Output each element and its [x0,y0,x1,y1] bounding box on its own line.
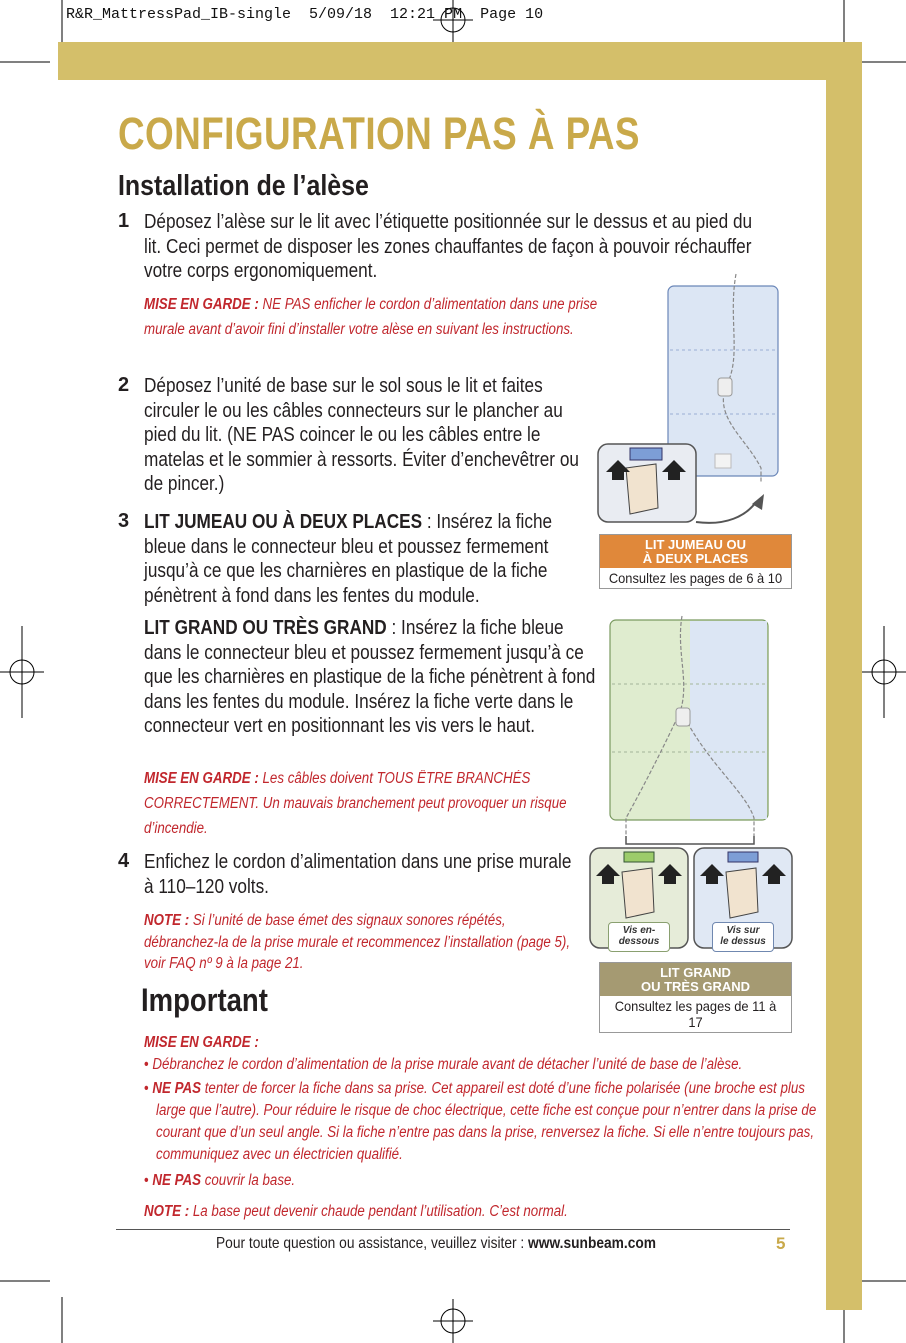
hand-illustration [626,464,658,514]
figure-twin-bed [596,268,796,530]
section-heading: Installation de l’alèse [118,170,369,202]
caption-twin [599,534,792,589]
step-3-label: LIT JUMEAU OU À DEUX PLACES [144,511,423,533]
step-3b-body: : Insérez la fiche bleue dans le connecteur bleu et poussez fermement jusqu’à ce que les charnières en plastique de la fiche pénètrent à fond dans les fentes du module. Insérez la fiche verte dans le connecteur vert en positionnant les vis vers le haut. [144,617,596,737]
step-1-text: Déposez l’alèse sur le lit avec l’étiquette positionnée sur le dessus et au pied du lit. Ceci permet de disposer les zones chauffantes de façon à pouvoir réchauffer votre corps ergonomiquement. [144,211,753,282]
step-2-text: Déposez l’unité de base sur le sol sous le lit et faites circuler le ou les câbles connecteurs sur le plancher au pied du lit. (NE PAS coincer le ou les câbles entre le matelas et le sommier à ressorts. Éviter d’enchevêtrer ou de pincer.) [144,375,579,495]
important-bullet-1: • Débranchez le cordon d’alimentation de la prise murale avant de détacher l’unité de base de l’alèse. [144,1056,743,1073]
label-screws-top [712,922,774,952]
warning-1 [144,292,622,342]
blue-connector [728,852,758,862]
bullet-label: NE PAS [152,1172,202,1189]
bullet-text: tenter de forcer la fiche dans sa prise. Cet appareil est doté d’une fiche polarisée (une broche est plus large que l’autre). Pour réduire le risque de choc électrique, cette fiche est conçue pour n’entrer dans la prise de courant que d’un seul angle. Si la fiche n’entre pas dans la prise, renversez la fiche. Si elle n’entre toujours pas, communiquez avec un électricien qualifié. [156,1080,817,1163]
caption-subtitle: Consultez les pages de 6 à 10 [608,570,783,586]
caption-subtitle: Consultez les pages de 11 à 17 [614,998,777,1030]
warning-label: MISE EN GARDE : [144,296,259,313]
cable-line [690,836,754,844]
bullet-text: Débranchez le cordon d’alimentation de la prise murale avant de détacher l’unité de base de l’alèse. [152,1056,743,1073]
page-title: CONFIGURATION PAS À PAS [118,108,640,159]
caption-line: LIT JUMEAU OU [644,537,747,552]
hand-illustration [726,868,758,918]
important-bullet-3: • NE PAS couvrir la base. [144,1172,296,1189]
step-number: 2 [118,374,130,396]
page-number: 5 [776,1234,786,1253]
caption-heading [600,963,791,996]
label-tag-illustration [715,454,731,468]
caption-heading [600,535,791,568]
step-3b-text [144,616,600,739]
step-number: 1 [118,210,130,232]
step-number: 3 [118,510,130,532]
footer-prompt: Pour toute question ou assistance, veuillez visiter : [216,1235,529,1252]
connector-illustration [718,378,732,396]
step-3b-label: LIT GRAND OU TRÈS GRAND [144,617,387,639]
blue-connector [630,448,662,460]
caption-line: OU TRÈS GRAND [640,979,751,994]
step-3-text [144,510,593,608]
important-heading: Important [141,982,268,1018]
figure-queen-bed [586,612,796,952]
footer-text [216,1235,656,1253]
important-warning-label [144,1030,259,1055]
footer-url[interactable]: www.sunbeam.com [528,1235,657,1252]
warning-2 [144,766,574,841]
step-number: 4 [118,850,130,872]
caption-queen [599,962,792,1033]
bullet-text: couvrir la base. [201,1172,296,1189]
hand-illustration [622,868,654,918]
arrow-icon [752,494,764,510]
green-connector [624,852,654,862]
step-4-text: Enfichez le cordon d’alimentation dans une prise murale à 110–120 volts. [144,851,572,898]
label-line: Vis en- [622,925,656,936]
important-bullet-2: • NE PAS tenter de forcer la fiche dans sa prise. Cet appareil est doté d’une fiche polarisée (une broche est plus large que l’autre). Pour réduire le risque de choc électrique, cette fiche est conçue pour n’entrer dans la prise de courant que d’un seul angle. Si la fiche n’entre pas dans la prise, renversez la fiche. Si elle n’entre toujours pas, communiquez avec un électricien qualifié. [144,1080,817,1163]
footer-divider [116,1229,790,1230]
important-note [144,1201,746,1223]
caption-line: LIT GRAND [660,965,731,980]
print-slug: R&R_MattressPad_IB-single 5/09/18 12:21 PM Page 10 [66,6,544,23]
bed-pad-blue-half [690,621,767,819]
note-1 [144,910,574,975]
arrow-curve [696,502,756,523]
connector-illustration [676,708,690,726]
label-line: Vis sur [726,925,760,936]
step-3-body: : Insérez la fiche bleue dans le connecteur bleu et poussez fermement jusqu’à ce que les charnières en plastique de la fiche pénètrent à fond dans les fentes du module. [144,511,553,607]
cable-line [626,836,690,844]
label-line: dessous [618,936,660,947]
label-line: le dessus [720,936,766,947]
label-screws-under [608,922,670,952]
bullet-label: NE PAS [152,1080,202,1097]
warning-label: MISE EN GARDE : [144,1034,259,1051]
note-text: La base peut devenir chaude pendant l’utilisation. C’est normal. [189,1203,568,1220]
note-label: NOTE : [144,912,190,929]
note-label: NOTE : [144,1203,190,1220]
warning-label: MISE EN GARDE : [144,770,259,787]
decorative-band-top [58,42,862,80]
note-text: Si l’unité de base émet des signaux sonores répétés, débranchez-la de la prise murale et recommencez l’installation (page 5), voir FAQ nº 9 à la page 21. [144,912,571,972]
caption-line: À DEUX PLACES [642,551,749,566]
warning-text: Les câbles doivent TOUS ÊTRE BRANCHÉS CORRECTEMENT. Un mauvais branchement peut provoquer un risque d’incendie. [144,770,567,837]
warning-text: NE PAS enficher le cordon d’alimentation dans une prise murale avant d’avoir fini d’installer votre alèse en suivant les instructions. [144,296,598,338]
